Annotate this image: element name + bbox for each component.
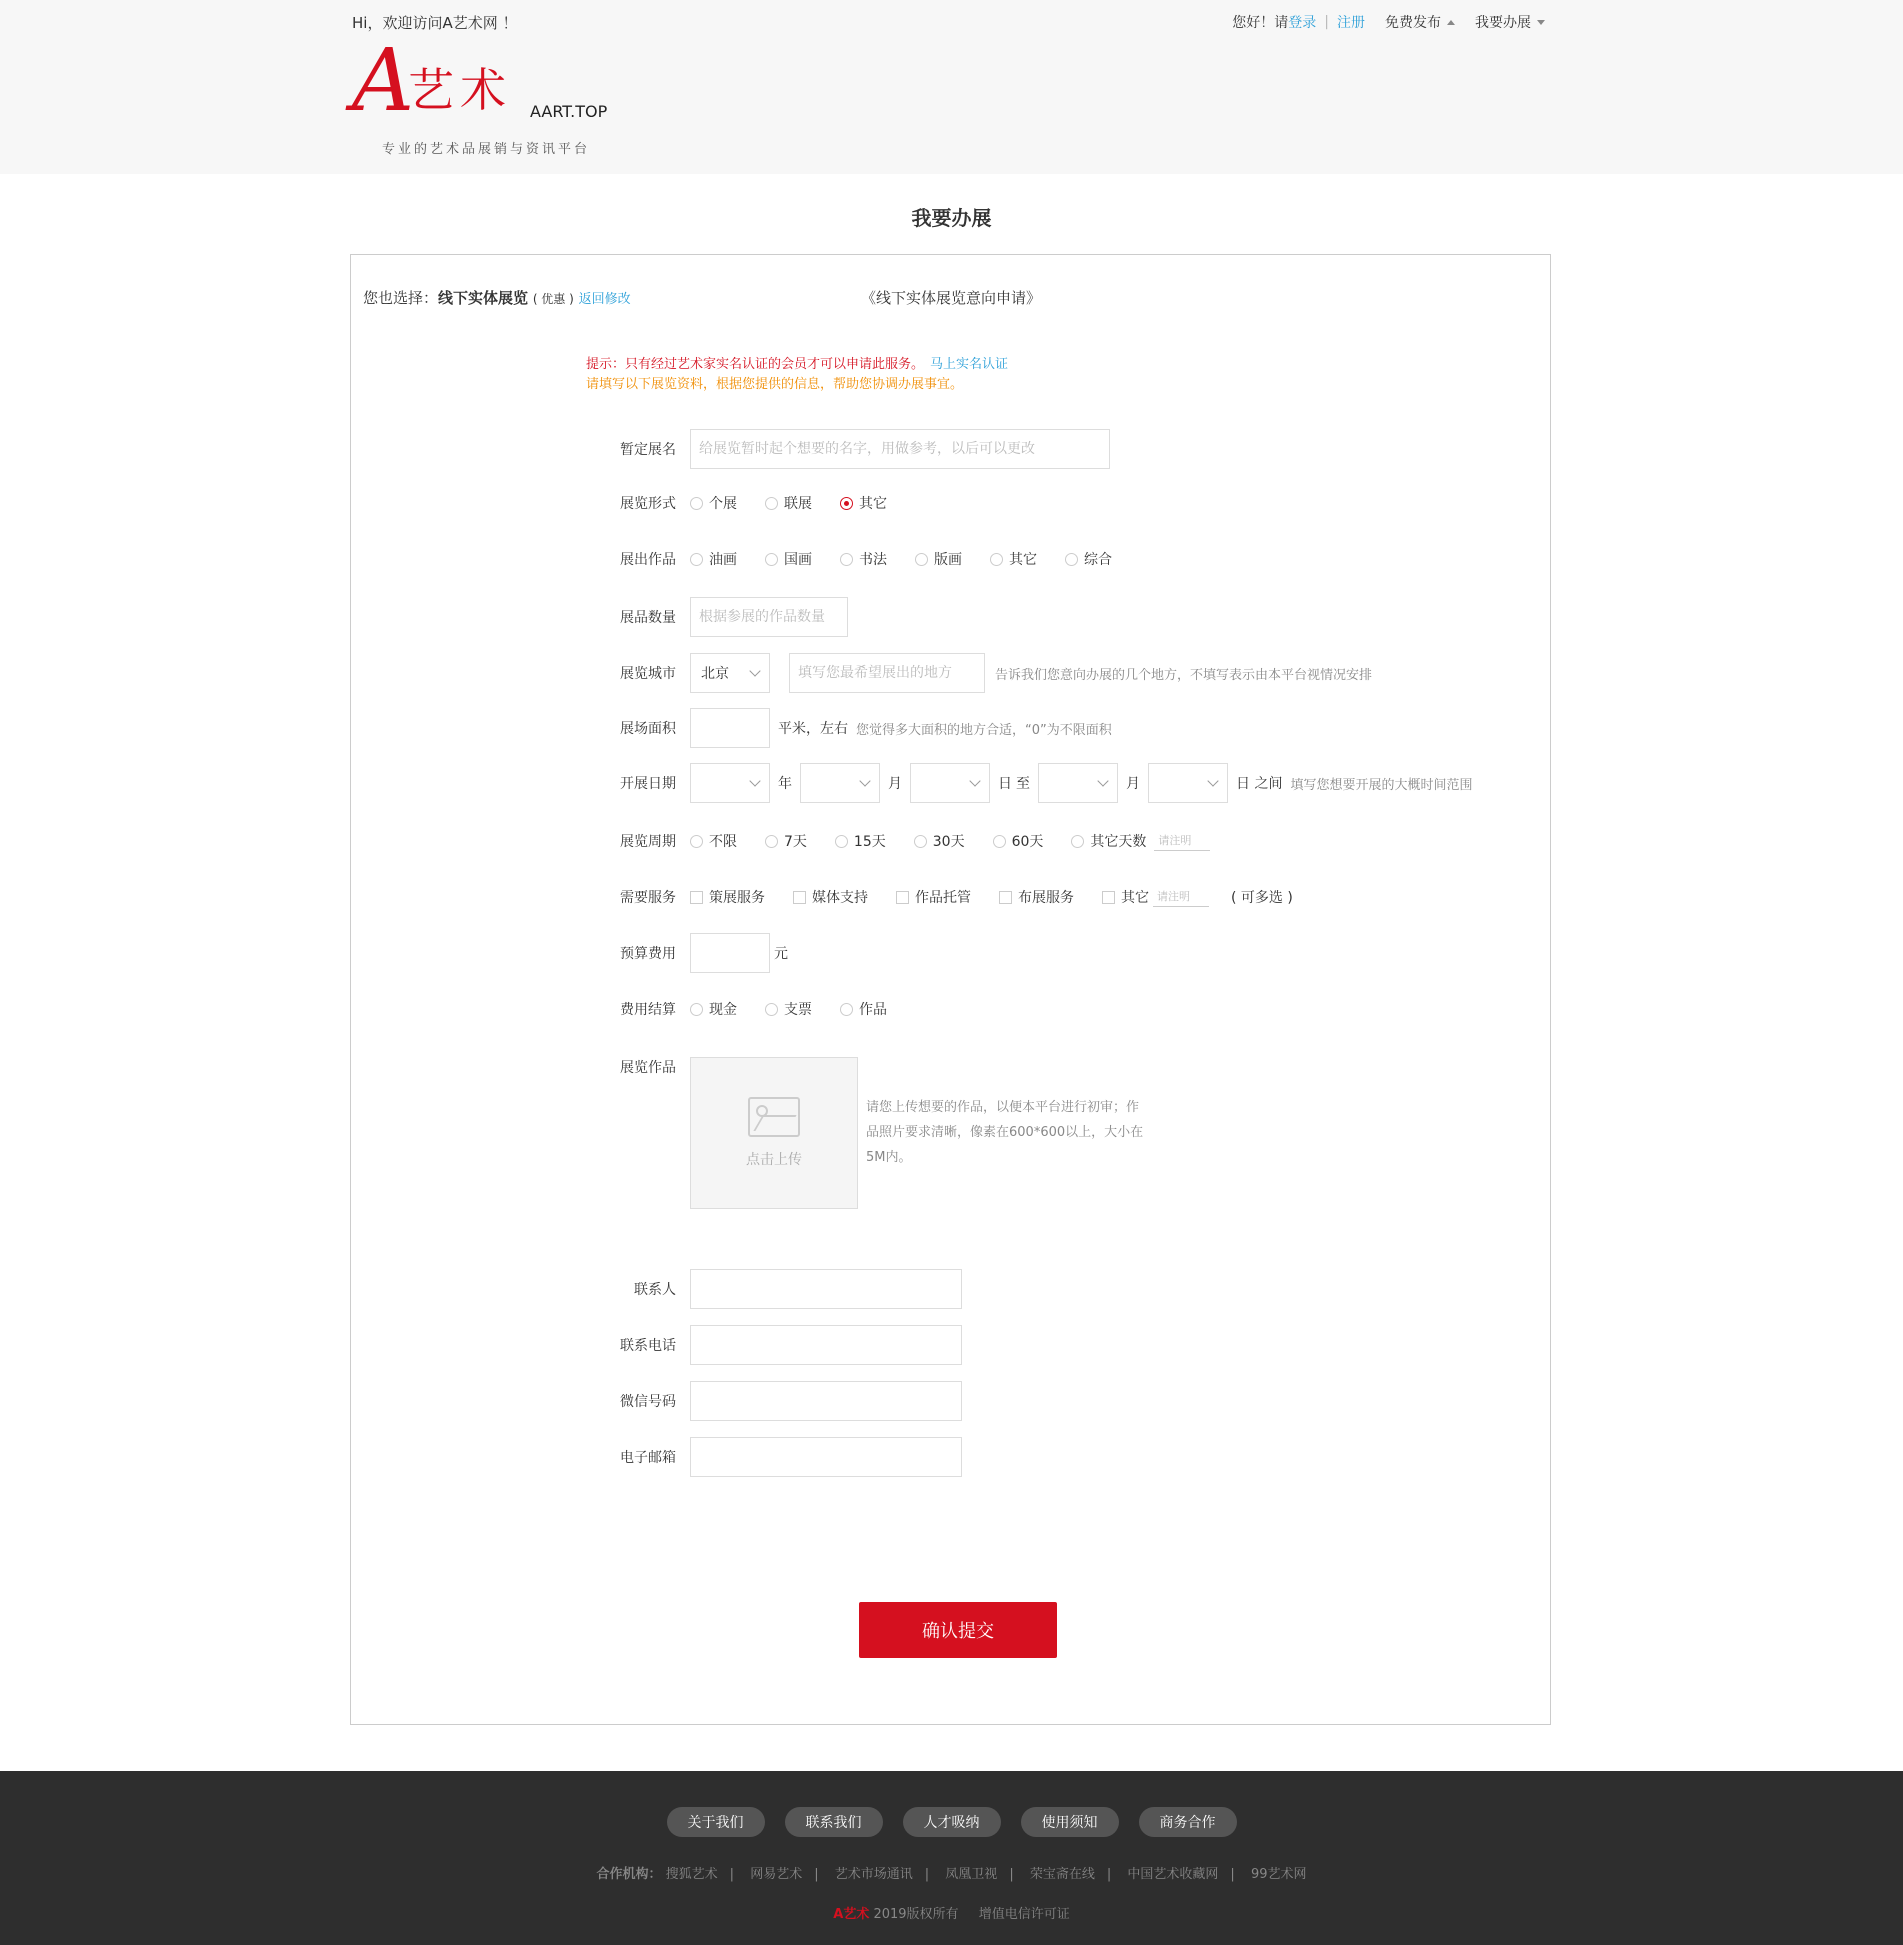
application-form-card xyxy=(350,254,1551,1725)
label-budget: 预算费用 xyxy=(620,946,676,962)
copyright xyxy=(0,1903,1903,1922)
option-label: 其它 xyxy=(1009,552,1037,568)
option-label: 布展服务 xyxy=(1018,890,1074,906)
site-logo[interactable] xyxy=(352,31,622,157)
choice-tag: ( 优惠 ) xyxy=(532,292,574,306)
logo-slogan: 专业的艺术品展销与资讯平台 xyxy=(382,142,591,157)
verify-now-link[interactable]: 马上实名认证 xyxy=(930,357,1009,372)
label-period: 展览周期 xyxy=(620,834,676,850)
label-area: 展场面积 xyxy=(620,721,676,737)
radio-icon xyxy=(690,1003,703,1016)
form-option-solo[interactable] xyxy=(690,493,737,513)
partner-divider: | xyxy=(729,1867,735,1882)
works-option-chinese[interactable] xyxy=(765,549,812,569)
option-label: 其它 xyxy=(1121,890,1149,906)
logo-domain: AART.TOP xyxy=(530,102,608,121)
radio-icon xyxy=(765,553,778,566)
city-select[interactable] xyxy=(690,653,770,693)
footer-business-button[interactable]: 商务合作 xyxy=(1139,1807,1237,1837)
service-option-curation[interactable] xyxy=(690,887,765,907)
exhibition-name-input[interactable] xyxy=(690,429,1110,469)
chevron-down-icon xyxy=(749,775,760,786)
radio-icon xyxy=(990,553,1003,566)
greeting-text: 您好！请 xyxy=(1232,15,1289,31)
footer-terms-button[interactable]: 使用须知 xyxy=(1021,1807,1119,1837)
period-option-15[interactable] xyxy=(835,831,886,851)
partners-label: 合作机构： xyxy=(596,1867,662,1882)
radio-icon xyxy=(915,553,928,566)
site-footer xyxy=(0,1771,1903,1945)
period-option-30[interactable] xyxy=(914,831,965,851)
copyright-text: 2019版权所有 xyxy=(873,1907,959,1922)
radio-icon xyxy=(1065,553,1078,566)
row-wechat xyxy=(576,1381,962,1421)
option-label: 60天 xyxy=(1011,834,1044,850)
option-label: 7天 xyxy=(784,834,807,850)
partner-divider: | xyxy=(1009,1867,1014,1882)
option-label: 其它 xyxy=(859,496,887,512)
notice-tips xyxy=(586,355,1008,395)
radio-icon xyxy=(914,835,927,848)
image-placeholder-icon xyxy=(748,1097,800,1137)
logo-cn-text: 艺术 xyxy=(408,63,512,117)
service-option-media[interactable] xyxy=(793,887,868,907)
budget-unit: 元 xyxy=(774,946,788,962)
radio-icon xyxy=(835,835,848,848)
works-option-oil[interactable] xyxy=(690,549,737,569)
payment-option-artwork[interactable] xyxy=(840,999,887,1019)
phone-input[interactable] xyxy=(690,1325,962,1365)
footer-contact-button[interactable]: 联系我们 xyxy=(785,1807,883,1837)
row-area xyxy=(576,708,1112,748)
partner-divider: | xyxy=(924,1867,930,1882)
tip-fill: 请填写以下展览资料，根据您提供的信息，帮助您协调办展事宜。 xyxy=(586,377,964,392)
start-month-select[interactable] xyxy=(800,763,880,803)
footer-about-button[interactable]: 关于我们 xyxy=(667,1807,765,1837)
end-month-select[interactable] xyxy=(1038,763,1118,803)
row-services xyxy=(576,887,1293,907)
login-link[interactable]: 登录 xyxy=(1288,15,1317,31)
radio-icon xyxy=(690,497,703,510)
partner-link[interactable]: 中国艺术收藏网 xyxy=(1127,1867,1219,1882)
chevron-down-icon xyxy=(1207,775,1218,786)
partner-divider: | xyxy=(1230,1867,1235,1882)
day-label: 日 xyxy=(998,776,1012,792)
partner-links xyxy=(0,1863,1903,1882)
email-input[interactable] xyxy=(690,1437,962,1477)
service-option-custody[interactable] xyxy=(896,887,971,907)
area-unit: 平米，左右 xyxy=(778,721,848,737)
end-month-label: 月 xyxy=(1126,776,1140,792)
partner-link[interactable]: 荣宝斋在线 xyxy=(1029,1867,1095,1882)
works-option-mixed[interactable] xyxy=(1065,549,1112,569)
label-works-type: 展出作品 xyxy=(620,552,676,568)
option-label: 现金 xyxy=(709,1002,737,1018)
footer-careers-button[interactable]: 人才吸纳 xyxy=(903,1807,1001,1837)
radio-icon xyxy=(840,553,853,566)
choice-prefix: 您也选择： xyxy=(363,289,439,307)
footer-nav xyxy=(0,1807,1903,1837)
works-option-other[interactable] xyxy=(990,549,1037,569)
radio-icon xyxy=(1071,835,1084,848)
period-option-7[interactable] xyxy=(765,831,807,851)
partner-link[interactable]: 99艺术网 xyxy=(1250,1867,1307,1882)
chevron-down-icon xyxy=(859,775,870,786)
wechat-input[interactable] xyxy=(690,1381,962,1421)
welcome-text: Hi，欢迎访问A艺术网 ！ xyxy=(352,14,518,32)
form-option-other[interactable] xyxy=(840,493,887,513)
label-works-count: 展品数量 xyxy=(620,610,676,626)
label-open-date: 开展日期 xyxy=(620,776,676,792)
start-year-select[interactable] xyxy=(690,763,770,803)
row-contact xyxy=(576,1269,962,1309)
site-header xyxy=(0,0,1903,174)
partner-divider: | xyxy=(814,1867,819,1882)
option-label: 策展服务 xyxy=(709,890,765,906)
radio-icon xyxy=(840,1003,853,1016)
register-link[interactable]: 注册 xyxy=(1337,15,1365,31)
partner-link[interactable]: 艺术市场通讯 xyxy=(834,1867,913,1882)
option-label: 支票 xyxy=(784,1002,812,1018)
option-label: 联展 xyxy=(784,496,812,512)
row-works-type xyxy=(576,549,1140,569)
row-payment xyxy=(576,999,915,1019)
row-works-count xyxy=(576,597,848,637)
row-period xyxy=(576,831,1210,851)
option-label: 其它天数 xyxy=(1090,834,1147,850)
row-open-date xyxy=(576,763,1472,803)
footer-brand: A艺术 xyxy=(833,1907,870,1922)
city-preference-input[interactable] xyxy=(789,653,985,693)
upload-note: 请您上传想要的作品，以便本平台进行初审；作品照片要求清晰，像素在600*600以上，大小在5M内。 xyxy=(866,1100,1144,1165)
multi-select-note: ( 可多选 ) xyxy=(1231,890,1293,906)
start-day-select[interactable] xyxy=(910,763,990,803)
option-label: 油画 xyxy=(709,552,737,568)
partner-link[interactable]: 网易艺术 xyxy=(750,1867,803,1882)
logo-mark: A xyxy=(352,31,415,131)
option-label: 综合 xyxy=(1084,552,1112,568)
label-payment: 费用结算 xyxy=(620,1002,676,1018)
row-phone xyxy=(576,1325,962,1365)
label-artwork: 展览作品 xyxy=(620,1060,676,1076)
radio-icon xyxy=(690,553,703,566)
label-contact: 联系人 xyxy=(634,1282,676,1298)
checkbox-icon xyxy=(1102,891,1115,904)
row-city xyxy=(576,653,1372,693)
free-publish-label: 免费发布 xyxy=(1385,15,1441,31)
area-input[interactable] xyxy=(690,708,770,748)
radio-checked-icon xyxy=(840,497,853,510)
option-label: 国画 xyxy=(784,552,812,568)
artwork-upload-box[interactable] xyxy=(690,1057,858,1209)
my-exhibition-menu[interactable] xyxy=(1475,12,1545,32)
option-label: 30天 xyxy=(932,834,965,850)
partner-divider: | xyxy=(1106,1867,1112,1882)
row-email xyxy=(576,1437,962,1477)
chevron-down-icon xyxy=(749,665,760,676)
checkbox-icon xyxy=(896,891,909,904)
works-option-calligraphy[interactable] xyxy=(840,549,887,569)
label-email: 电子邮箱 xyxy=(620,1450,676,1466)
choice-type: 线下实体展览 xyxy=(438,289,529,307)
form-option-joint[interactable] xyxy=(765,493,812,513)
option-label: 作品 xyxy=(859,1002,887,1018)
partner-link[interactable]: 搜狐艺术 xyxy=(665,1867,718,1882)
radio-icon xyxy=(690,835,703,848)
checkbox-icon xyxy=(999,891,1012,904)
row-budget xyxy=(576,933,796,973)
free-publish-menu[interactable] xyxy=(1385,12,1455,32)
radio-icon xyxy=(765,497,778,510)
option-label: 15天 xyxy=(853,834,886,850)
service-option-setup[interactable] xyxy=(999,887,1074,907)
tip-auth-text: 提示：只有经过艺术家实名认证的会员才可以申请此服务。 xyxy=(586,357,925,372)
page-title: 我要办展 xyxy=(911,206,992,230)
caret-down-icon xyxy=(1537,20,1545,25)
label-exhibition-form: 展览形式 xyxy=(620,496,676,512)
label-city: 展览城市 xyxy=(620,666,676,682)
budget-input[interactable] xyxy=(690,933,770,973)
label-phone: 联系电话 xyxy=(620,1338,676,1354)
radio-icon xyxy=(765,1003,778,1016)
to-label: 至 xyxy=(1016,776,1030,792)
payment-option-cash[interactable] xyxy=(690,999,737,1019)
period-option-unlimited[interactable] xyxy=(690,831,737,851)
contact-input[interactable] xyxy=(690,1269,962,1309)
area-note: 您觉得多大面积的地方合适，“0”为不限面积 xyxy=(856,722,1112,738)
label-exhibition-name: 暂定展名 xyxy=(620,442,676,458)
city-select-value: 北京 xyxy=(701,666,729,682)
license-link[interactable]: 增值电信许可证 xyxy=(978,1907,1070,1922)
payment-option-check[interactable] xyxy=(765,999,812,1019)
between-label: 日 之间 xyxy=(1236,776,1283,792)
year-label: 年 xyxy=(778,776,792,792)
option-label: 书法 xyxy=(859,552,887,568)
apply-title: 《线下实体展览意向申请》 xyxy=(861,289,1042,307)
label-services: 需要服务 xyxy=(620,890,676,906)
period-other-input[interactable] xyxy=(1154,831,1210,851)
row-artwork-upload xyxy=(576,1057,1146,1209)
submit-button[interactable]: 确认提交 xyxy=(859,1602,1057,1658)
my-exhibition-label: 我要办展 xyxy=(1475,15,1531,31)
option-label: 版画 xyxy=(934,552,962,568)
checkbox-icon xyxy=(690,891,703,904)
option-label: 不限 xyxy=(709,834,737,850)
back-edit-link[interactable]: 返回修改 xyxy=(578,292,631,307)
partner-link[interactable]: 凤凰卫视 xyxy=(945,1867,998,1882)
checkbox-icon xyxy=(793,891,806,904)
upload-label: 点击上传 xyxy=(746,1152,802,1168)
selected-choice xyxy=(363,287,631,308)
row-exhibition-name xyxy=(576,429,1110,469)
row-exhibition-form xyxy=(576,493,915,513)
period-option-other[interactable] xyxy=(1071,831,1146,851)
works-option-print[interactable] xyxy=(915,549,962,569)
end-day-select[interactable] xyxy=(1148,763,1228,803)
month-label: 月 xyxy=(888,776,902,792)
label-wechat: 微信号码 xyxy=(620,1394,676,1410)
option-label: 作品托管 xyxy=(915,890,971,906)
option-label: 媒体支持 xyxy=(812,890,868,906)
date-note: 填写您想要开展的大概时间范围 xyxy=(1290,777,1473,793)
nav-divider: | xyxy=(1324,14,1329,30)
caret-up-icon xyxy=(1447,20,1455,25)
service-other-input[interactable] xyxy=(1153,887,1209,907)
top-nav xyxy=(1232,12,1545,32)
service-option-other[interactable] xyxy=(1102,887,1149,907)
option-label: 个展 xyxy=(709,496,737,512)
chevron-down-icon xyxy=(1097,775,1108,786)
city-note: 告诉我们您意向办展的几个地方，不填写表示由本平台视情况安排 xyxy=(995,667,1373,683)
tip-auth xyxy=(586,355,1008,375)
radio-icon xyxy=(765,835,778,848)
period-option-60[interactable] xyxy=(993,831,1044,851)
chevron-down-icon xyxy=(969,775,980,786)
radio-icon xyxy=(993,835,1006,848)
works-count-input[interactable] xyxy=(690,597,848,637)
